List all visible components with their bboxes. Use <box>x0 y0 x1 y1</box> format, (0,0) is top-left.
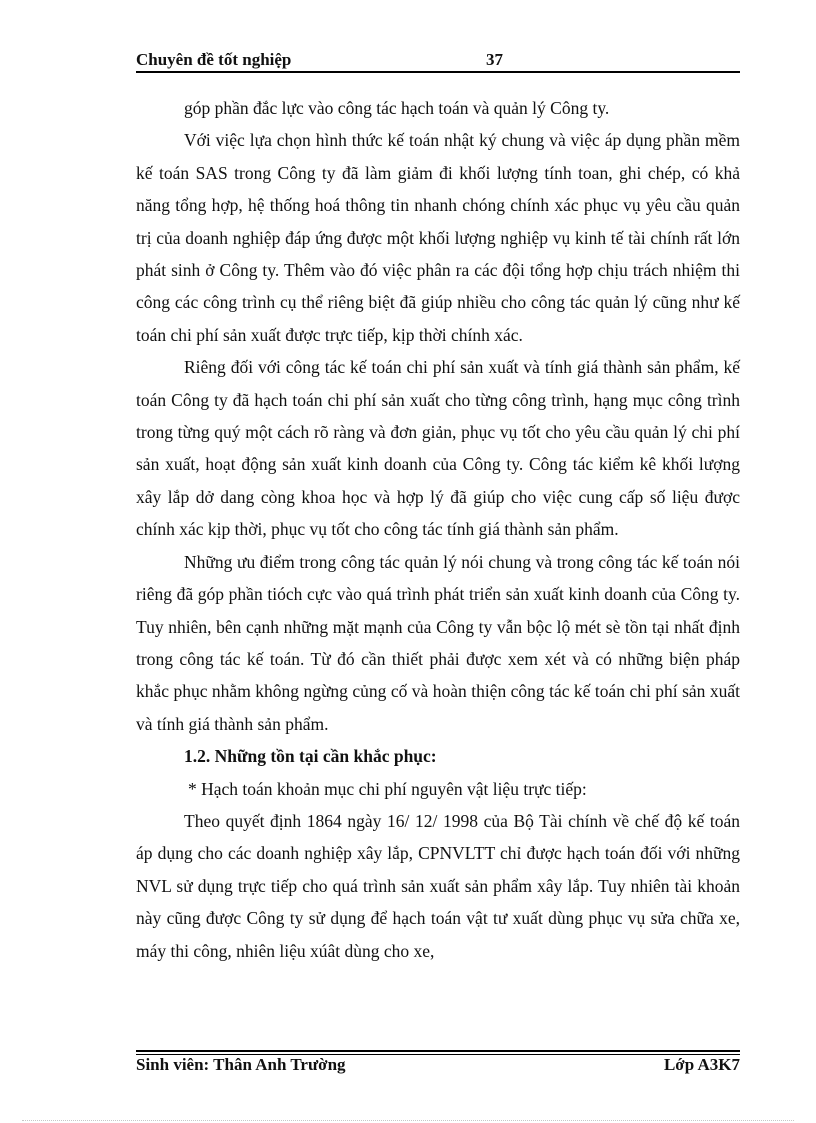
footer-rule <box>136 1050 740 1052</box>
document-title: Chuyên đề tốt nghiệp <box>136 50 292 69</box>
bullet-item: * Hạch toán khoản mục chi phí nguyên vật liệu trực tiếp: <box>188 778 587 799</box>
student-name: Sinh viên: Thân Anh Trường <box>136 1055 346 1074</box>
page-edge-divider <box>22 1120 794 1121</box>
paragraph-continuation: góp phần đắc lực vào công tác hạch toán và quản lý Công ty. <box>184 98 610 118</box>
header-rule <box>136 71 740 73</box>
page-number: 37 <box>486 50 503 69</box>
paragraph: Với việc lựa chọn hình thức kế toán nhật ký chung và việc áp dụng phần mềm kế toán SAS trong Công ty đã làm giảm đi khối lượng tính toan, ghi chép, có khả năng tổng hợp, hệ thống hoá thông tin nhanh chóng chính xác phục vụ yêu cầu quản trị của doanh nghiệp đáp ứng được một khối lượng nghiệp vụ kinh tế tài chính rất lớn phát sinh ở Công ty. Thêm vào đó việc phân ra các đội tổng hợp chịu trách nhiệm thi công các công trình cụ thể riêng biệt đã giúp nhiều cho công tác quản lý cũng như kế toán chi phí sản xuất được trực tiếp, kịp thời chính xác. <box>136 130 740 345</box>
paragraph: Những ưu điểm trong công tác quản lý nói chung và trong công tác kế toán nói riêng đã góp phần tióch cực vào quá trình phát triển sản xuất kinh doanh của Công ty. Tuy nhiên, bên cạnh những mặt mạnh của Công ty vẫn bộc lộ mét sè tồn tại nhất định trong công tác kế toán. Từ đó cần thiết phải được xem xét và có những biện pháp khắc phục nhằm không ngừng củng cố và hoàn thiện công tác kế toán chi phí sản xuất và tính giá thành sản phẩm. <box>136 551 740 734</box>
page-footer <box>136 1054 740 1078</box>
paragraph: Riêng đối với công tác kế toán chi phí sản xuất và tính giá thành sản phẩm, kế toán Công ty đã hạch toán chi phí sản xuất cho từng công trình, hạng mục công trình trong từng quý một cách rõ ràng và đơn giản, phục vụ tốt cho yêu cầu quản lý chi phí sản xuất, hoạt động sản xuất kinh doanh của Công ty. Công tác kiểm kê khối lượng xây lắp dở dang còng khoa học và hợp lý đã giúp cho việc cung cấp số liệu được chính xác kịp thời, phục vụ tốt cho công tác tính giá thành sản phẩm. <box>136 357 740 540</box>
paragraph: Theo quyết định 1864 ngày 16/ 12/ 1998 của Bộ Tài chính về chế độ kế toán áp dụng cho các doanh nghiệp xây lắp, CPNVLTT chỉ được hạch toán đối với những NVL sử dụng trực tiếp cho quá trình sản xuất sản phẩm xây lắp. Tuy nhiên tài khoản này cũng được Công ty sử dụng để hạch toán vật tư xuất dùng phục vụ sửa chữa xe, máy thi công, nhiên liệu xúât dùng cho xe, <box>136 810 740 961</box>
class-name: Lớp A3K7 <box>663 1055 740 1074</box>
page-body <box>136 92 740 967</box>
section-heading: 1.2. Những tồn tại cần khắc phục: <box>184 746 437 767</box>
page-header <box>136 48 740 72</box>
